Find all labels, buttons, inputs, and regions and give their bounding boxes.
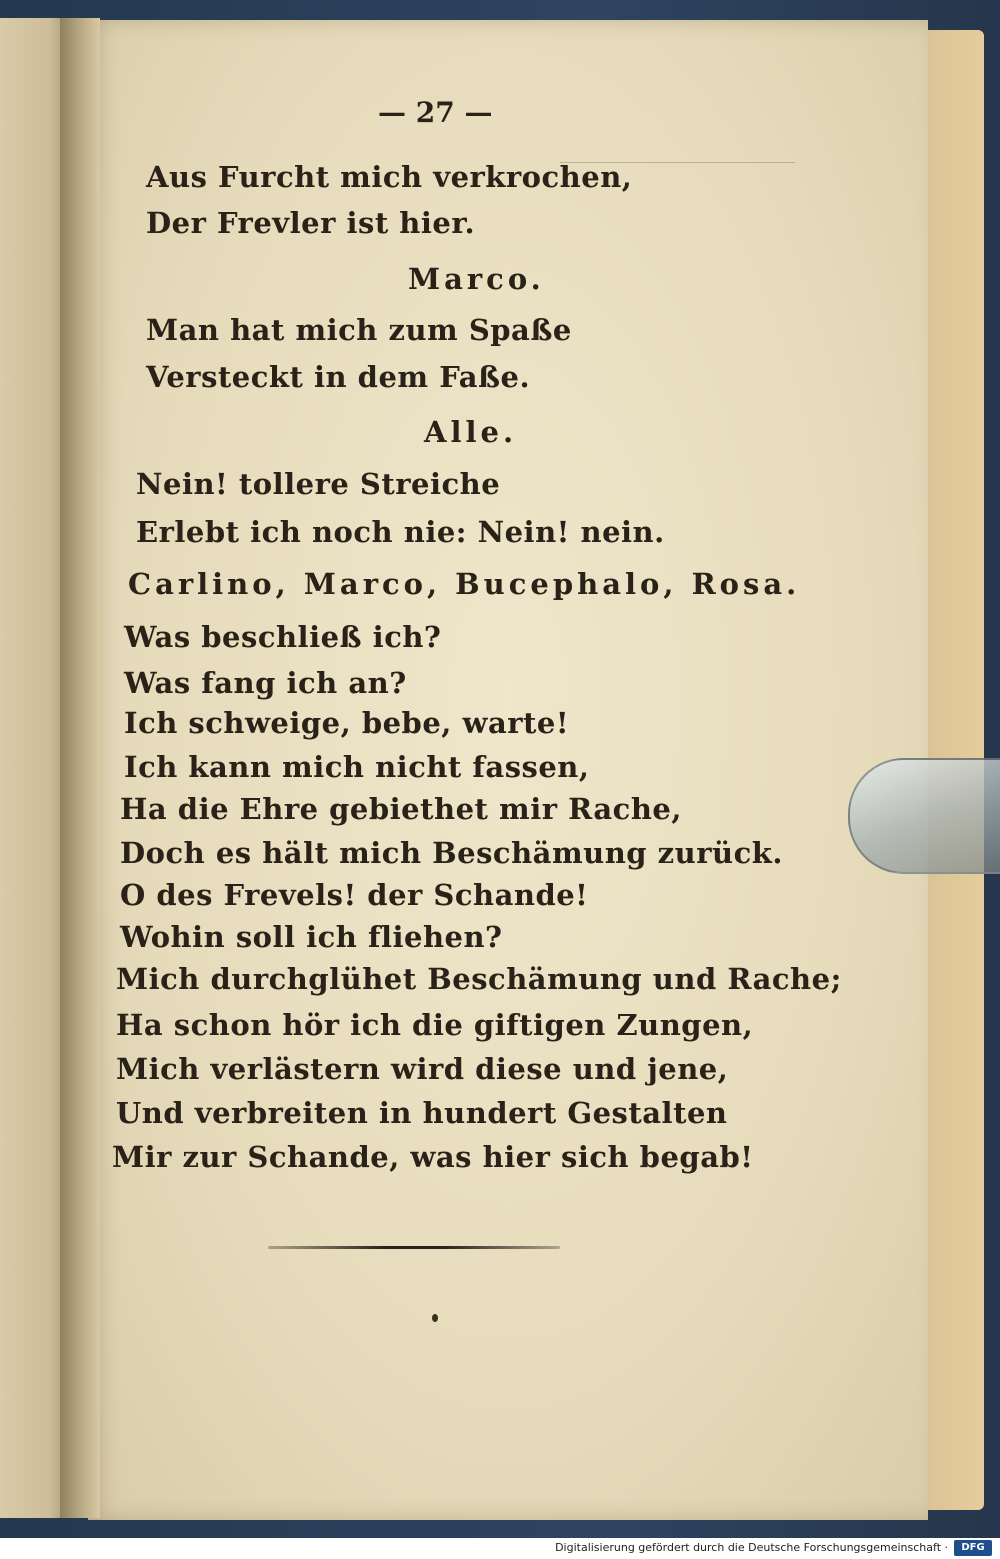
verse-line: O des Frevels! der Schande! — [120, 878, 589, 912]
verse-line: Und verbreiten in hundert Gestalten — [116, 1096, 728, 1130]
verse-line: Mich verlästern wird diese und jene, — [116, 1052, 729, 1086]
verse-line: Nein! tollere Streiche — [136, 467, 501, 501]
verse-line: Ich kann mich nicht fassen, — [124, 750, 590, 784]
verse-line: Ich schweige, bebe, warte! — [124, 706, 570, 740]
dfg-logo: DFG — [954, 1540, 992, 1556]
funding-credit: Digitalisierung gefördert durch die Deutsche Forschungsgemeinschaft · — [555, 1541, 948, 1554]
verse-line: Doch es hält mich Beschämung zurück. — [120, 836, 783, 870]
verse-line: Mir zur Schande, was hier sich begab! — [112, 1140, 754, 1174]
verse-line: Versteckt in dem Faße. — [146, 360, 531, 394]
verse-line: Erlebt ich noch nie: Nein! nein. — [136, 515, 665, 549]
verse-line: Wohin soll ich fliehen? — [120, 920, 503, 954]
book-gutter — [60, 18, 100, 1518]
verse-line: Aus Furcht mich verkrochen, — [146, 160, 633, 194]
speaker-name: Alle. — [424, 415, 518, 449]
section-end-rule — [268, 1246, 560, 1249]
verse-line: Was fang ich an? — [124, 666, 407, 700]
page-number: — 27 — — [378, 96, 493, 129]
verse-line: Man hat mich zum Spaße — [146, 313, 572, 347]
verse-line: Ha die Ehre gebiethet mir Rache, — [120, 792, 682, 826]
verse-line: Mich durchglühet Beschämung und Rache; — [116, 962, 842, 996]
ink-spot — [432, 1314, 438, 1322]
speaker-name: Marco. — [408, 262, 545, 296]
speaker-name: Carlino, Marco, Bucephalo, Rosa. — [128, 567, 801, 601]
verse-line: Was beschließ ich? — [124, 620, 442, 654]
footer-bar — [0, 1538, 1000, 1559]
page-clip — [848, 758, 1000, 874]
verse-line: Ha schon hör ich die giftigen Zungen, — [116, 1008, 754, 1042]
verse-line: Der Frevler ist hier. — [146, 206, 476, 240]
